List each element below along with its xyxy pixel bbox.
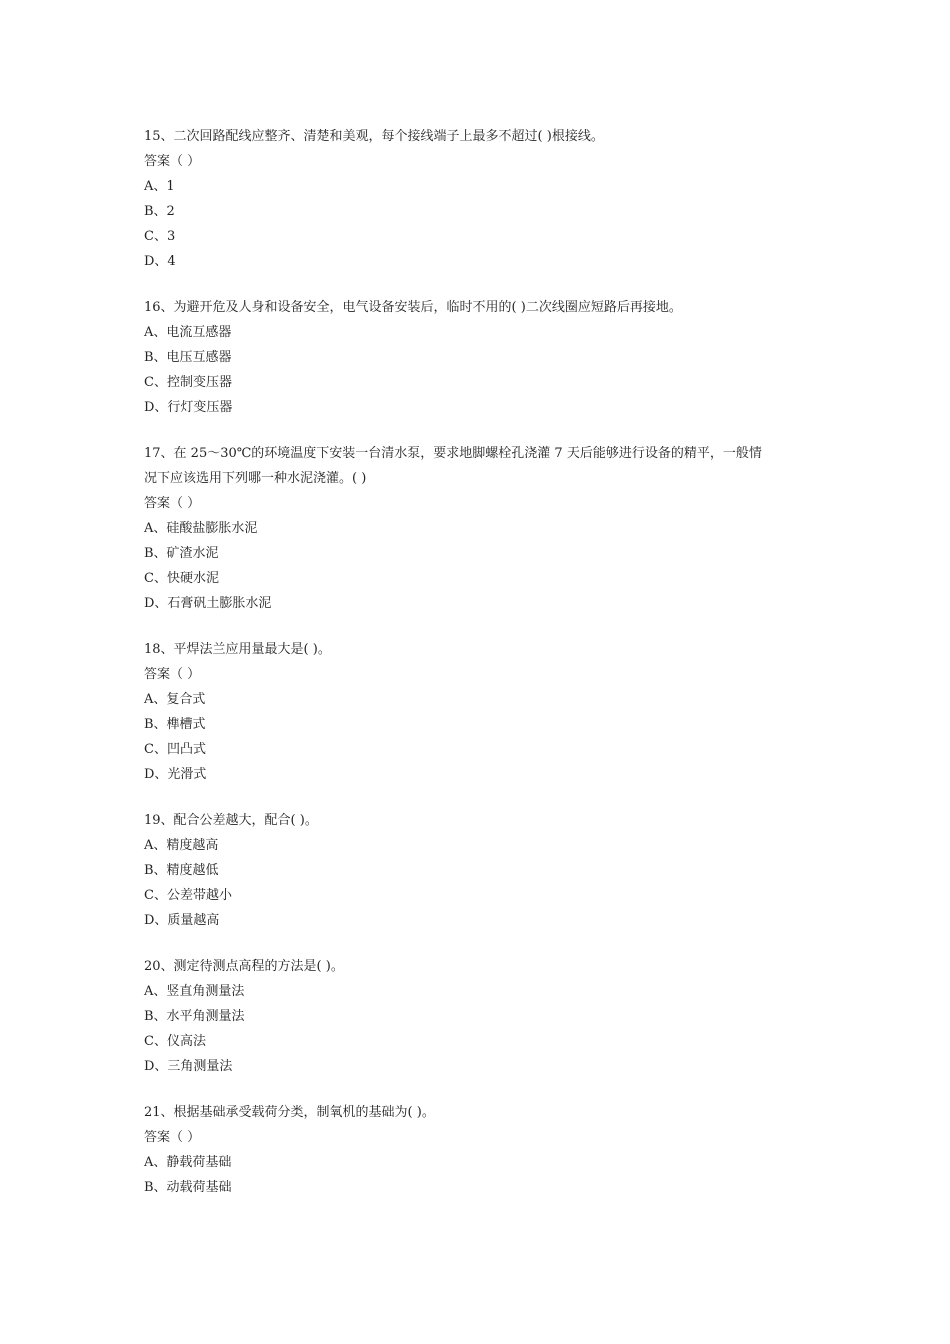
- question-stem: 15、二次回路配线应整齐、清楚和美观，每个接线端子上最多不超过( )根接线。: [144, 129, 604, 144]
- option-a: A、电流互感器: [144, 325, 232, 340]
- option-b: B、水平角测量法: [144, 1009, 245, 1024]
- option-b: B、榫槽式: [144, 717, 206, 732]
- question-20: [144, 954, 814, 1079]
- question-17: [144, 441, 814, 616]
- option-d: D、三角测量法: [144, 1059, 233, 1074]
- option-a: A、硅酸盐膨胀水泥: [144, 521, 258, 536]
- document-page: [144, 124, 814, 1221]
- question-21: [144, 1100, 814, 1200]
- answer-blank: 答案（ ）: [144, 496, 201, 511]
- option-c: C、3: [144, 229, 176, 244]
- question-16: [144, 295, 814, 420]
- option-d: D、光滑式: [144, 767, 207, 782]
- question-stem-continued: 况下应该选用下列哪一种水泥浇灌。( ): [144, 471, 367, 486]
- option-b: B、2: [144, 204, 175, 219]
- option-d: D、4: [144, 254, 176, 269]
- question-stem: 19、配合公差越大，配合( )。: [144, 813, 318, 828]
- question-stem: 18、平焊法兰应用量最大是( )。: [144, 642, 331, 657]
- option-d: D、石膏矾土膨胀水泥: [144, 596, 272, 611]
- option-b: B、矿渣水泥: [144, 546, 219, 561]
- question-stem: 20、测定待测点高程的方法是( )。: [144, 959, 344, 974]
- option-b: B、电压互感器: [144, 350, 232, 365]
- option-b: B、精度越低: [144, 863, 219, 878]
- question-18: [144, 637, 814, 787]
- option-a: A、精度越高: [144, 838, 219, 853]
- question-15: [144, 124, 814, 274]
- option-c: C、仪高法: [144, 1034, 206, 1049]
- option-c: C、控制变压器: [144, 375, 232, 390]
- question-stem: 21、根据基础承受载荷分类，制氧机的基础为( )。: [144, 1105, 435, 1120]
- option-d: D、行灯变压器: [144, 400, 233, 415]
- option-c: C、公差带越小: [144, 888, 232, 903]
- option-c: C、快硬水泥: [144, 571, 219, 586]
- answer-blank: 答案（ ）: [144, 154, 201, 169]
- option-b: B、动载荷基础: [144, 1180, 232, 1195]
- option-a: A、竖直角测量法: [144, 984, 245, 999]
- option-a: A、1: [144, 179, 175, 194]
- question-stem: 16、为避开危及人身和设备安全，电气设备安装后，临时不用的( )二次线圈应短路后再接地。: [144, 300, 682, 315]
- option-a: A、复合式: [144, 692, 206, 707]
- question-stem: 17、在 25～30℃的环境温度下安装一台清水泵，要求地脚螺栓孔浇灌 7 天后能够进行设备的精平，一般情: [144, 446, 762, 461]
- answer-blank: 答案（ ）: [144, 1130, 201, 1145]
- option-d: D、质量越高: [144, 913, 220, 928]
- answer-blank: 答案（ ）: [144, 667, 201, 682]
- question-19: [144, 808, 814, 933]
- option-c: C、凹凸式: [144, 742, 206, 757]
- option-a: A、静载荷基础: [144, 1155, 232, 1170]
